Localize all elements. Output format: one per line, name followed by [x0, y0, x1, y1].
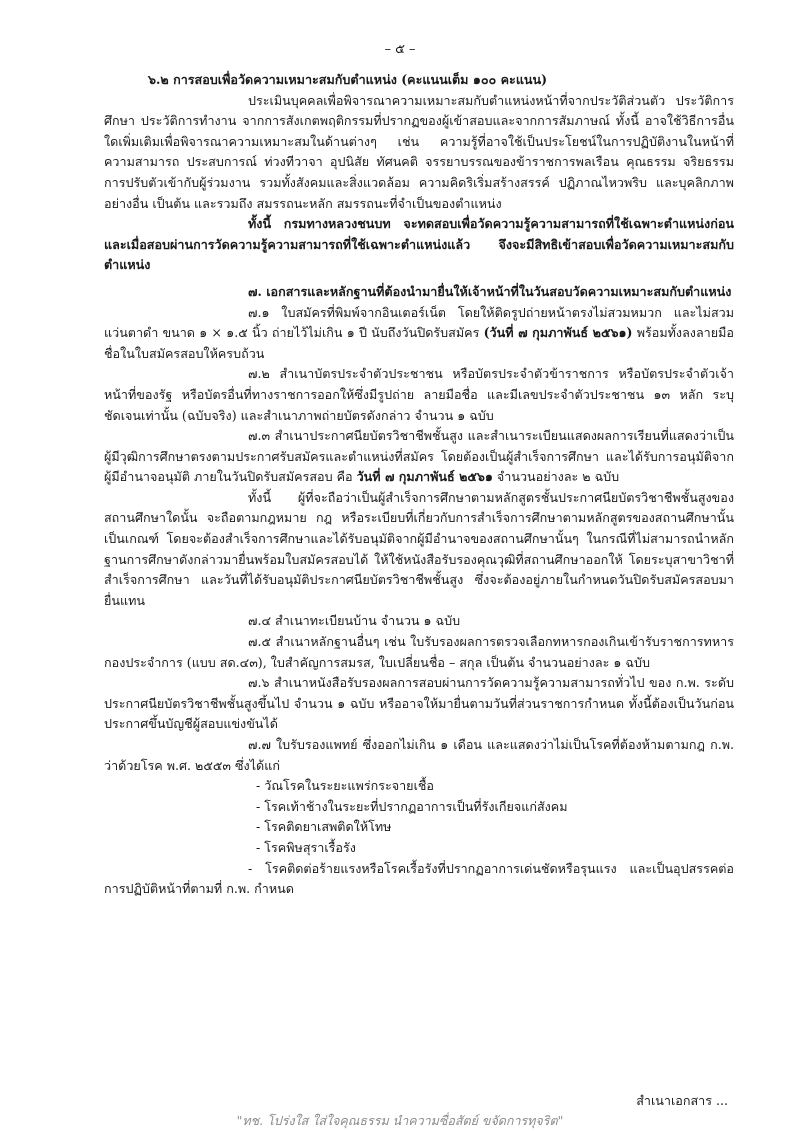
item-7-3-text-end: จำนวนอย่างละ ๒ ฉบับ	[492, 469, 620, 485]
item-7-6: ๗.๖ สำเนาหนังสือรับรองผลการสอบผ่านการวัดความรู้ความสามารถทั่วไป ของ ก.พ. ระดับประกาศนียบัตรวิชาชีพชั้นสูงขึ้นไป จำนวน ๑ ฉบับ หรืออาจให้มายื่นตามวันที่ส่วนราชการกำหนด ทั้งนี้ต้องเป็นวันก่อนประกาศขึ้นบัญชีผู้สอบแข่งขันได้	[104, 675, 734, 732]
item-7-5: ๗.๕ สำเนาหลักฐานอื่นๆ เช่น ใบรับรองผลการตรวจเลือกทหารกองเกินเข้ารับราชการทหารกองประจำการ (แบบ สด.๔๓), ใบสำคัญการสมรส, ใบเปลี่ยนชื่อ – สกุล เป็นต้น จำนวนอย่างละ ๑ ฉบับ	[104, 634, 734, 670]
page-number: – ๕ –	[384, 42, 416, 57]
item-7-3-date: วันที่ ๗ กุมภาพันธ์ ๒๕๖๑	[356, 469, 493, 485]
item-7-3	[104, 426, 734, 488]
item-7-3-text: ๗.๓ สำเนาประกาศนียบัตรวิชาชีพชั้นสูง และสำเนาระเบียนแสดงผลการเรียนที่แสดงว่าเป็นผู้มีวุฒิการศึกษาตรงตามประกาศรับสมัครและตำแหน่งที่สมัคร โดยต้องเป็นผู้สำเร็จการศึกษา และได้รับการอนุมัติจากผู้มีอำนาจอนุมัติ ภายในวันปิดรับสมัครสอบ คือ	[104, 428, 734, 485]
item-7-1-date: (วันที่ ๗ กุมภาพันธ์ ๒๕๖๑)	[483, 325, 633, 341]
disease-item: - วัณโรคในระยะแพร่กระจายเชื้อ	[256, 778, 434, 794]
document-body	[104, 70, 734, 900]
disease-item: - โรคติดยาเสพติดให้โทษ	[256, 819, 392, 835]
item-7-4: ๗.๔ สำเนาทะเบียนบ้าน จำนวน ๑ ฉบับ	[248, 613, 461, 629]
disease-item: - โรคติดต่อร้ายแรงหรือโรคเรื้อรังที่ปรากฏอาการเด่นชัดหรือรุนแรง และเป็นอุปสรรคต่อการปฏิบัติหน้าที่ตามที่ ก.พ. กำหนด	[104, 860, 734, 897]
item-7-1-text: ๗.๑ ใบสมัครที่พิมพ์จากอินเตอร์เน็ต โดยให้ติดรูปถ่ายหน้าตรงไม่สวมหมวก และไม่สวมแว่นตาดำ ขนาด ๑ × ๑.๕ นิ้ว ถ่ายไว้ไม่เกิน ๑ ปี นับถึงวันปิดรับสมัคร	[104, 304, 734, 341]
continuation-marker: สำเนาเอกสาร ...	[636, 1093, 728, 1108]
item-7-3-note: ทั้งนี้ ผู้ที่จะถือว่าเป็นผู้สำเร็จการศึกษาตามหลักสูตรชั้นประกาศนียบัตรวิชาชีพชั้นสูงของสถานศึกษาใดนั้น จะถือตามกฎหมาย กฎ หรือระเบียบที่เกี่ยวกับการสำเร็จการศึกษาตามหลักสูตรของสถานศึกษานั้นเป็นเกณฑ์ โดยจะต้องสำเร็จการศึกษาและได้รับอนุมัติจากผู้มีอำนาจของสถานศึกษานั้นๆ ในกรณีที่ไม่สามารถนำหลักฐานการศึกษาดังกล่าวมายื่นพร้อมใบสมัครสอบได้ ให้ใช้หนังสือรับรองคุณวุฒิที่สถานศึกษาออกให้ โดยระบุสาขาวิชาที่สำเร็จการศึกษา และวันที่ได้รับอนุมัติประกาศนียบัตรวิชาชีพชั้นสูง ซึ่งจะต้องอยู่ภายในกำหนดวันปิดรับสมัครสอบมายื่นแทน	[104, 489, 734, 608]
section-6-2-paragraph-1: ประเมินบุคคลเพื่อพิจารณาความเหมาะสมกับตำแหน่งหน้าที่จากประวัติส่วนตัว ประวัติการศึกษา ประวัติการทำงาน จากการสังเกตพฤติกรรมที่ปรากฏของผู้เข้าสอบและจากการสัมภาษณ์ ทั้งนี้ อาจใช้วิธีการอื่นใดเพิ่มเติมเพื่อพิจารณาความเหมาะสมในด้านต่างๆ เช่น ความรู้ที่อาจใช้เป็นประโยชน์ในการปฏิบัติงานในหน้าที่ ความสามารถ ประสบการณ์ ท่วงทีวาจา อุปนิสัย ทัศนคติ จรรยาบรรณของข้าราชการพลเรือน คุณธรรม จริยธรรม การปรับตัวเข้ากับผู้ร่วมงาน รวมทั้งสังคมและสิ่งแวดล้อม ความคิดริเริ่มสร้างสรรค์ ปฏิภาณไหวพริบ และบุคลิกภาพอย่างอื่น เป็นต้น และรวมถึง สมรรถนะหลัก สมรรถนะที่จำเป็นของตำแหน่ง	[104, 92, 734, 211]
disease-item: - โรคพิษสุราเรื้อรัง	[256, 839, 356, 855]
item-7-1-text-end: พร้อมทั้งลงลายมือชื่อในใบสมัครสอบให้ครบถ้วน	[104, 325, 734, 361]
section-7-heading: ๗. เอกสารและหลักฐานที่ต้องนำมายื่นให้เจ้าหน้าที่ในวันสอบวัดความเหมาะสมกับตำแหน่ง	[248, 283, 732, 299]
footer-motto: "ทช. โปร่งใส ใส่ใจคุณธรรม นำความซื่อสัตย์ ขจัดการทุจริต"	[236, 1113, 564, 1128]
item-7-1	[104, 303, 734, 365]
section-6-2-paragraph-2: ทั้งนี้ กรมทางหลวงชนบท จะทดสอบเพื่อวัดความรู้ความสามารถที่ใช้เฉพาะตำแหน่งก่อน และเมื่อสอบผ่านการวัดความรู้ความสามารถที่ใช้เฉพาะตำแหน่งแล้ว จึงจะมีสิทธิเข้าสอบเพื่อวัดความเหมาะสมกับตำแหน่ง	[104, 216, 734, 273]
item-7-7: ๗.๗ ใบรับรองแพทย์ ซึ่งออกไม่เกิน ๑ เดือน และแสดงว่าไม่เป็นโรคที่ต้องห้ามตามกฎ ก.พ. ว่าด้วยโรค พ.ศ. ๒๕๕๓ ซึ่งได้แก่	[104, 737, 734, 773]
section-6-2-heading: ๖.๒ การสอบเพื่อวัดความเหมาะสมกับตำแหน่ง (คะแนนเต็ม ๑๐๐ คะแนน)	[148, 72, 548, 87]
disease-item: - โรคเท้าช้างในระยะที่ปรากฏอาการเป็นที่รังเกียจแก่สังคม	[256, 798, 568, 814]
item-7-2: ๗.๒ สำเนาบัตรประจำตัวประชาชน หรือบัตรประจำตัวข้าราชการ หรือบัตรประจำตัวเจ้าหน้าที่ของรัฐ หรือบัตรอื่นที่ทางราชการออกให้ซึ่งมีรูปถ่าย ลายมือชื่อ และมีเลขประจำตัวประชาชน ๑๓ หลัก ระบุชัดเจนเท่านั้น (ฉบับจริง) และสำเนาภาพถ่ายบัตรดังกล่าว จำนวน ๑ ฉบับ	[104, 366, 734, 423]
